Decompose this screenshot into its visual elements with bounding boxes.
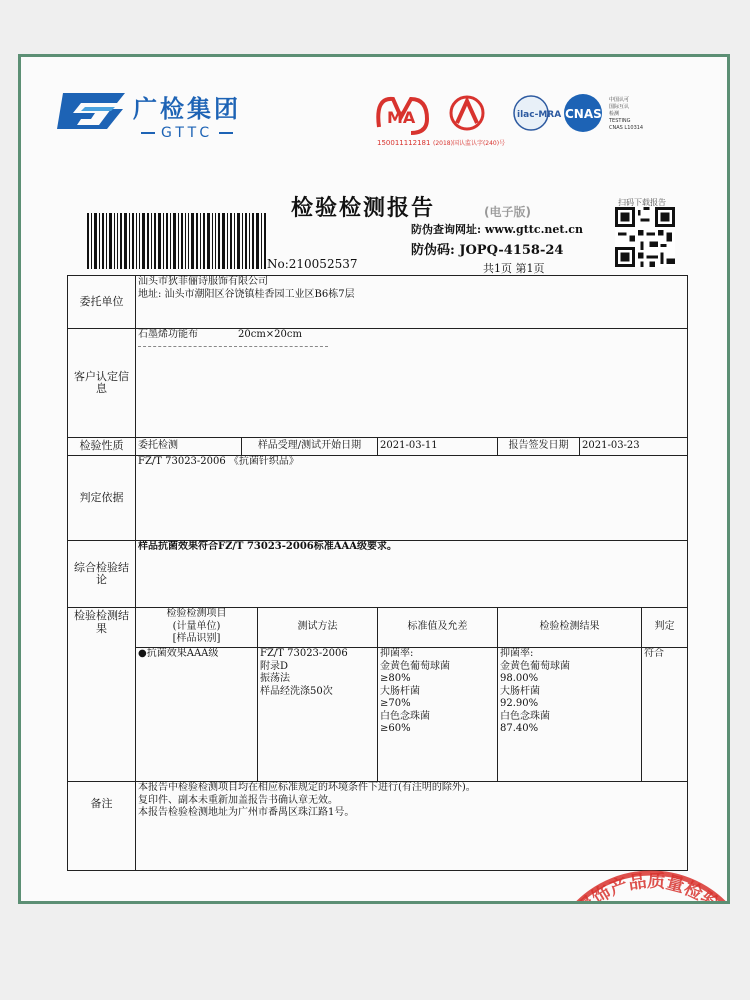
basis-label: 判定依据 <box>68 456 136 541</box>
sample-info <box>136 329 688 438</box>
brand-name: 广检集团 <box>133 95 241 123</box>
svg-text:CNAS L10314: CNAS L10314 <box>609 125 644 131</box>
cma-number: 150011112181 <box>377 139 431 147</box>
cnas-icon <box>564 94 602 132</box>
dashed-divider <box>138 342 328 347</box>
start-date: 2021-03-11 <box>378 438 498 456</box>
remarks-label: 备注 <box>68 782 136 871</box>
issue-date: 2021-03-23 <box>580 438 688 456</box>
header-method: 测试方法 <box>258 608 378 648</box>
results-label: 检验检测结果 <box>68 608 136 782</box>
anti-counterfeit-code: 防伪码: JOPQ-4158-24 <box>411 243 564 258</box>
issue-date-label: 报告签发日期 <box>498 438 580 456</box>
edition-label: (电子版) <box>484 205 531 219</box>
inspection-nature: 委托检测 <box>136 438 242 456</box>
cal-note: (2018)国认监认字(240)号 <box>433 140 506 147</box>
certification-marks <box>371 89 681 149</box>
sample-info-label: 客户认定信息 <box>68 329 136 438</box>
remarks-text: 本报告中检验检测项目均在相应标准规定的环境条件下进行(有注明的除外)。 复印件、副本未重新加盖报告书确认章无效。 本报告检验检测地址为广州市番禺区珠江路1号。 <box>136 782 688 871</box>
sample-spec: 20cm×20cm <box>238 329 302 340</box>
verify-website: 防伪查询网址: www.gttc.net.cn <box>411 223 584 236</box>
barcode-icon <box>87 213 267 269</box>
svg-text:检测: 检测 <box>609 111 620 117</box>
sample-row <box>68 329 688 438</box>
conclusion-label: 综合检验结论 <box>68 541 136 608</box>
header-standard: 标准值及允差 <box>378 608 498 648</box>
header-judge: 判定 <box>642 608 688 648</box>
brand-subtitle: GTTC <box>135 125 239 141</box>
report-table <box>67 275 688 871</box>
result-standard: 抑菌率: 金黄色葡萄球菌 ≥80% 大肠杆菌 ≥70% 白色念珠菌 ≥60% <box>378 648 498 782</box>
result-method: FZ/T 73023-2006 附录D 振荡法 样品经洗涤50次 <box>258 648 378 782</box>
ilac-mra-icon <box>514 96 561 130</box>
svg-text:品服装服饰产品质量检验中: 品服装服饰产品质量检验中 <box>545 870 738 967</box>
client-row <box>68 276 688 329</box>
cnas-label: CNAS <box>565 107 602 121</box>
svg-text:MA: MA <box>387 108 416 127</box>
header-result: 检验检测结果 <box>498 608 642 648</box>
svg-text:国际互认: 国际互认 <box>609 104 630 110</box>
svg-text:中国认可: 中国认可 <box>609 97 630 103</box>
qr-caption: 扫码下载报告 <box>618 198 666 207</box>
start-date-label: 样品受理/测试开始日期 <box>242 438 378 456</box>
result-values: 抑菌率: 金黄色葡萄球菌 98.00% 大肠杆菌 92.90% 白色念珠菌 87.40% <box>498 648 642 782</box>
basis-row <box>68 456 688 541</box>
conclusion-text: 样品抗菌效果符合FZ/T 73023-2006标准AAA级要求。 <box>136 541 688 608</box>
results-header-row <box>68 608 688 648</box>
header-item: 检验检测项目 (计量单位) [样品识别] <box>136 608 258 648</box>
sample-name: 石墨烯功能布 <box>138 329 198 340</box>
basis-text: FZ/T 73023-2006 《抗菌针织品》 <box>136 456 688 541</box>
inspection-row <box>68 438 688 456</box>
inspection-nature-label: 检验性质 <box>68 438 136 456</box>
client-label: 委托单位 <box>68 276 136 329</box>
report-title: 检验检测报告 <box>291 195 436 221</box>
client-name: 汕头市狄菲俪诗服饰有限公司 <box>138 276 268 287</box>
cal-mark-icon <box>451 97 483 129</box>
svg-text:TESTING: TESTING <box>609 118 631 124</box>
gttc-logo-icon <box>55 89 127 133</box>
client-info <box>136 276 688 329</box>
result-judge: 符合 <box>642 648 688 782</box>
result-item: ●抗菌效果AAA级 <box>136 648 258 782</box>
conclusion-row <box>68 541 688 608</box>
red-seal-stamp <box>541 857 738 967</box>
report-sheet <box>18 54 738 967</box>
report-number: No:210052537 <box>267 257 358 271</box>
client-address: 地址: 汕头市潮阳区谷饶镇桂香园工业区B6栋7层 <box>138 288 355 300</box>
ilac-label: ilac-MRA <box>517 110 562 120</box>
results-data-row <box>68 648 688 782</box>
qr-code-icon[interactable] <box>615 207 675 267</box>
cnas-small-print <box>608 96 643 131</box>
page-info: 共1页 第1页 <box>483 262 545 275</box>
cma-mark-icon <box>378 99 427 133</box>
